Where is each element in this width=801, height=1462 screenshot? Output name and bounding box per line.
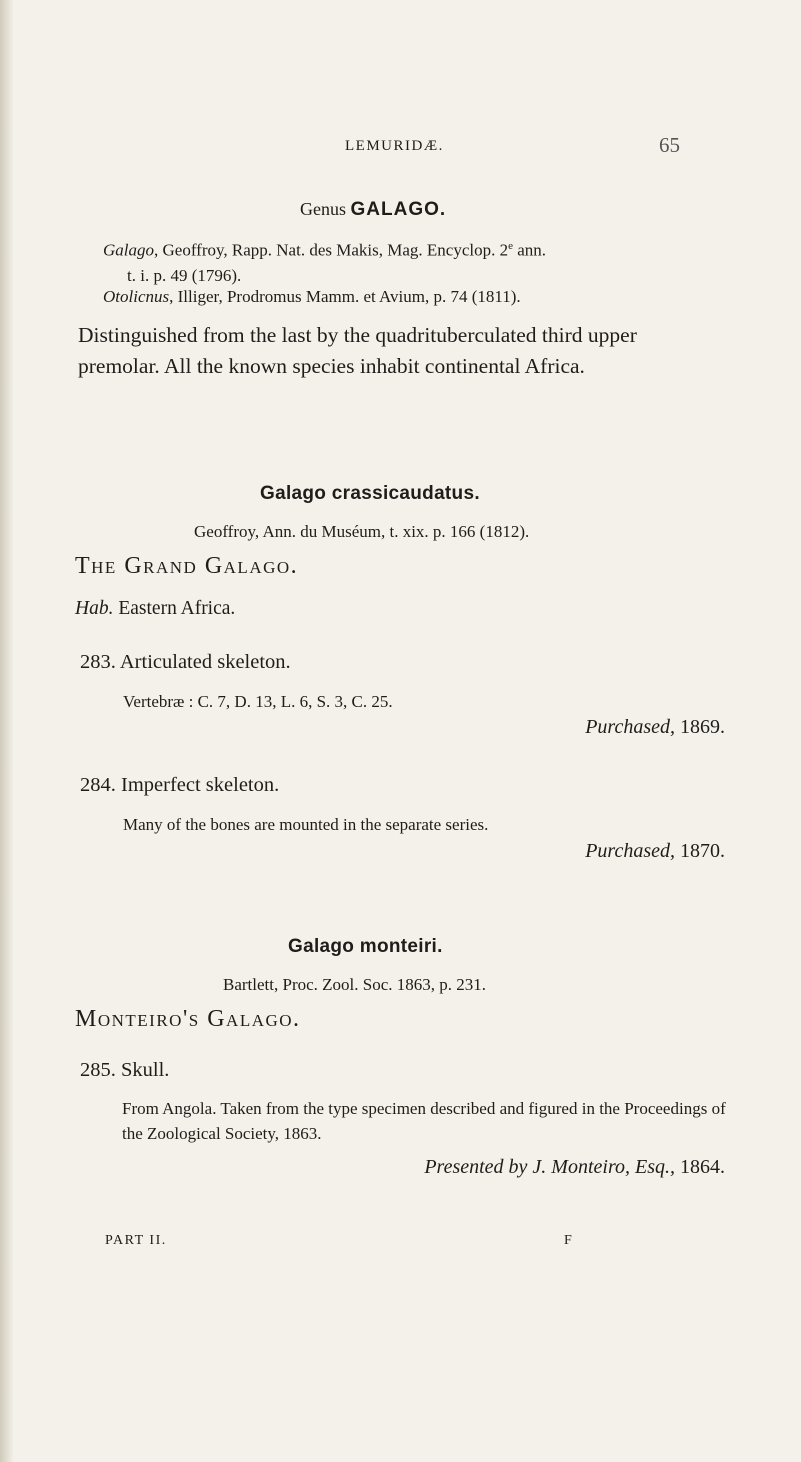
- species-name: Galago crassicaudatus.: [260, 483, 480, 504]
- catalogue-item: [80, 1059, 169, 1082]
- item-number: 284.: [80, 774, 116, 796]
- acquisition-year: 1870.: [675, 840, 725, 862]
- running-head: LEMURIDÆ.: [345, 138, 444, 154]
- habitat-value: Eastern Africa.: [113, 598, 236, 619]
- species-authority: Bartlett, Proc. Zool. Soc. 1863, p. 231.: [223, 975, 487, 994]
- synonym-superscript: e: [508, 240, 513, 252]
- synonym-citation-end: ann.: [513, 240, 547, 260]
- habitat: [75, 598, 235, 620]
- acquisition-year: 1864.: [675, 1156, 725, 1178]
- genus-prefix: Genus: [300, 199, 346, 219]
- genus-description: Distinguished from the last by the quadrituberculated third upper premolar. All the known species inhabit continental Africa.: [78, 323, 637, 378]
- item-title: Articulated skeleton.: [119, 651, 291, 673]
- acquisition-year: 1869.: [675, 716, 725, 738]
- species-common-name: The Grand Galago.: [75, 553, 299, 579]
- item-title: Imperfect skeleton.: [121, 774, 280, 796]
- item-note: Many of the bones are mounted in the separate series.: [123, 815, 489, 834]
- synonym-otolicnus: [103, 284, 521, 309]
- page-number: 65: [659, 133, 680, 157]
- item-title: Skull.: [121, 1059, 170, 1081]
- species-authority: Geoffroy, Ann. du Muséum, t. xix. p. 166 (1812).: [194, 522, 530, 541]
- item-acquisition: [585, 716, 725, 739]
- genus-name: GALAGO.: [350, 199, 447, 220]
- synonym-citation: , Geoffroy, Rapp. Nat. des Makis, Mag. Encyclop. 2: [154, 240, 509, 260]
- item-acquisition: [585, 840, 725, 863]
- footer-signature: F: [564, 1233, 574, 1248]
- acquisition-method: Purchased,: [585, 716, 675, 738]
- species-name: Galago monteiri.: [288, 936, 443, 957]
- synonym-citation: , Illiger, Prodromus Mamm. et Avium, p. 74 (1811).: [169, 287, 521, 306]
- acquisition-method: Presented by J. Monteiro, Esq.,: [424, 1156, 675, 1178]
- acquisition-method: Purchased,: [585, 840, 675, 862]
- item-number: 285.: [80, 1059, 116, 1081]
- catalogue-item: [80, 774, 279, 797]
- catalogue-item: [80, 651, 291, 674]
- item-note: From Angola. Taken from the type specimen described and figured in the Proceedings of the Zoological Society, 1863.: [122, 1099, 726, 1143]
- item-number: 283.: [80, 651, 116, 673]
- synonym-citation-continuation: t. i. p. 49 (1796).: [127, 265, 242, 285]
- species-common-name: Monteiro's Galago.: [75, 1006, 301, 1032]
- footer-part: PART II.: [105, 1233, 167, 1248]
- habitat-label: Hab.: [75, 598, 114, 619]
- item-note: Vertebræ : C. 7, D. 13, L. 6, S. 3, C. 25.: [123, 692, 393, 711]
- synonym-name: Galago: [103, 240, 154, 260]
- genus-heading: [300, 199, 446, 221]
- synonym-galago: [103, 234, 546, 288]
- item-acquisition: [424, 1156, 725, 1179]
- synonym-name: Otolicnus: [103, 287, 170, 306]
- page-spine-shadow: [0, 0, 14, 1462]
